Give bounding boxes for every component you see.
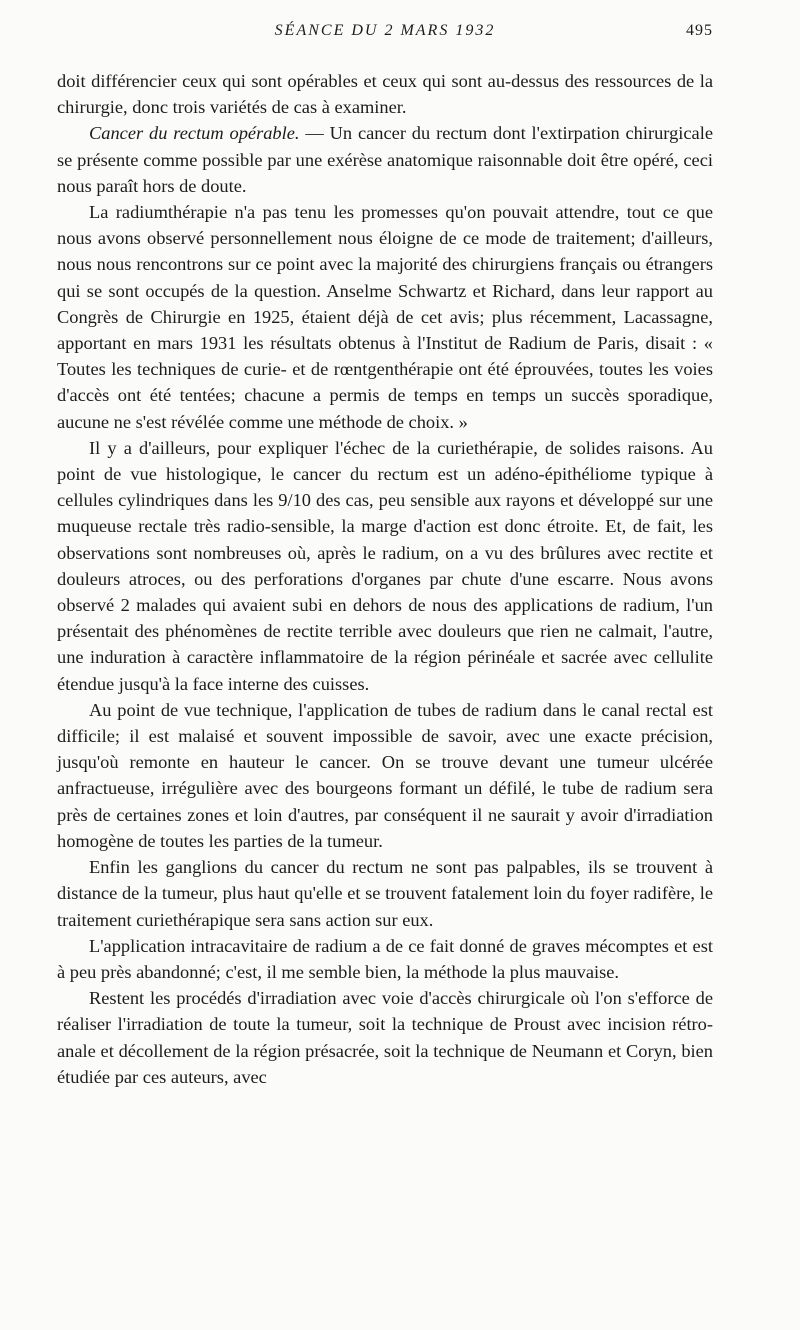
paragraph-echec-curietherapie [57,435,713,697]
paragraph-text: Au point de vue technique, l'application de tubes de radium dans le canal rectal est difficile; il est malaisé et souvent impossible de savoir, avec une exacte précision, jusqu'où remonte en hauteur le cancer. On se trouve devant une tumeur ulcérée anfractueuse, irrégulière avec des bourgeons formant un défilé, le tube de radium sera près de certaines zones et loin d'autres, par conséquent il ne saurait y avoir d'irradiation homogène de toutes les parties de la tumeur. [57,699,713,851]
body-text [57,68,713,1090]
paragraph-cancer-operable [57,120,713,199]
paragraph-application-intracavitaire [57,933,713,985]
paragraph-text: La radiumthérapie n'a pas tenu les promesses qu'on pouvait attendre, tout ce que nous avons observé personnellement nous éloigne de ce mode de traitement; d'ailleurs, nous nous rencontrons sur ce point avec la majorité des chirurgiens français ou étrangers qui se sont occupés de la question. Anselme Schwartz et Richard, dans leur rapport au Congrès de Chirurgie en 1925, étaient déjà de cet avis; plus récemment, Lacassagne, apportant en mars 1931 les résultats obtenus à l'Institut de Radium de Paris, disait : « Toutes les techniques de curie- et de rœntgenthérapie ont été éprouvées, toutes les voies d'accès ont été tentées; chacune a permis de temps en temps un succès sporadique, aucune ne s'est révélée comme une méthode de choix. » [57,202,713,432]
paragraph-procedes-irradiation [57,985,713,1090]
paragraph-text: Il y a d'ailleurs, pour expliquer l'échec de la curiethérapie, de solides raisons. Au point de vue histologique, le cancer du rectum est un adéno-épithéliome typique à cellules cylindriques dans les 9/10 des cas, peu sensible aux rayons et développé sur une muqueuse rectale très radio-sensible, la marge d'action est donc étroite. Et, de fait, les observations sont nombreuses où, après le radium, on a vu des brûlures avec rectite et douleurs atroces, ou des perforations d'organes par chute d'une escarre. Nous avons observé 2 malades qui avaient subi en dehors de nous des applications de radium, l'un présentait des phénomènes de rectite terrible avec douleurs que rien ne calmait, l'autre, une induration à caractère inflammatoire de la région périnéale et sacrée avec cellulite étendue jusqu'à la face interne des cuisses. [57,437,713,694]
paragraph-radiumtherapie [57,199,713,435]
paragraph-text: Restent les procédés d'irradiation avec voie d'accès chirurgicale où l'on s'efforce de réaliser l'irradiation de toute la tumeur, soit la technique de Proust avec incision rétro-anale et décollement de la région présacrée, soit la technique de Neumann et Coryn, bien étudiée par ces auteurs, avec [57,988,713,1087]
paragraph-continued [57,68,713,120]
book-page [57,18,713,1090]
paragraph-text: doit différencier ceux qui sont opérables et ceux qui sont au-dessus des ressources de la chirurgie, donc trois variétés de cas à examiner. [57,71,713,118]
paragraph-text: — Un cancer du rectum dont l'extirpation chirurgicale se présente comme possible par une exérèse anatomique raisonnable doit être opéré, ceci nous paraît hors de doute. [57,123,713,196]
paragraph-text: L'application intracavitaire de radium a de ce fait donné de graves mécomptes et est à peu près abandonné; c'est, il me semble bien, la méthode la plus mauvaise. [57,935,713,982]
section-lead: Cancer du rectum opérable. [89,123,300,144]
paragraph-ganglions [57,854,713,933]
page-number: 495 [686,22,713,39]
paragraph-text: Enfin les ganglions du cancer du rectum ne sont pas palpables, ils se trouvent à distance de la tumeur, plus haut qu'elle et se trouvent fatalement loin du foyer radifère, le traitement curiethérapique sera sans action sur eux. [57,857,713,930]
paragraph-technique [57,697,713,854]
running-head [57,18,713,46]
running-title: SÉANCE DU 2 MARS 1932 [274,22,496,39]
